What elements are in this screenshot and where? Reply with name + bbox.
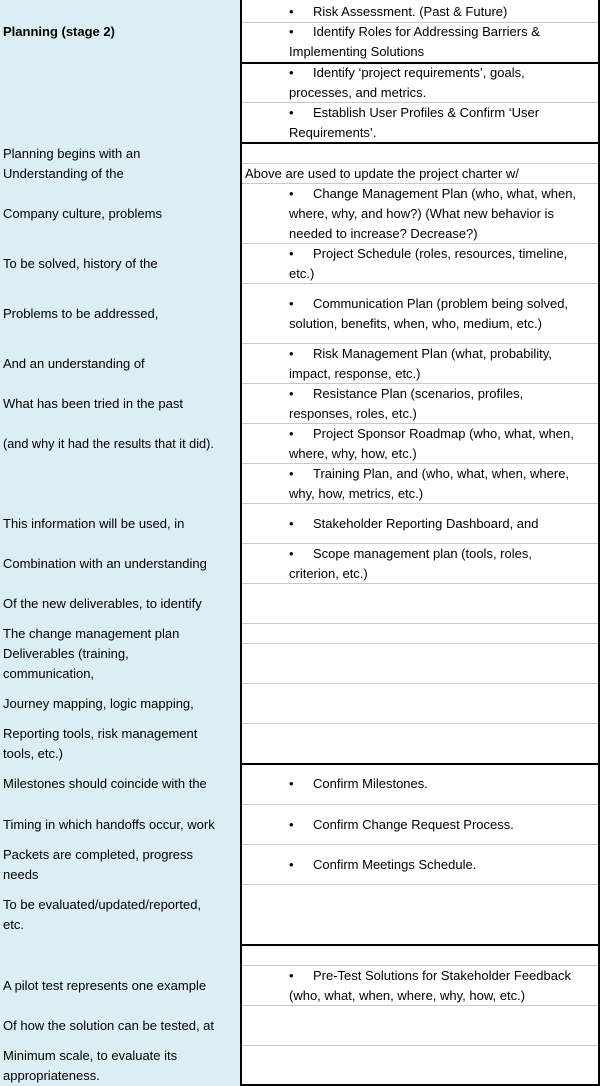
bullet-text: Communication Plan (problem being solved,	[313, 296, 569, 311]
section-divider	[241, 944, 600, 946]
left-line: Problems to be addressed,	[3, 306, 159, 321]
bullet-text: Resistance Plan (scenarios, profiles,	[313, 386, 524, 401]
bullet-text-cont: etc.)	[289, 266, 315, 281]
charter-note: Above are used to update the project charter w/	[245, 166, 519, 181]
left-line: tools, etc.)	[3, 746, 63, 761]
left-line: This information will be used, in	[3, 516, 185, 531]
left-line: To be evaluated/updated/reported,	[3, 897, 202, 912]
left-line: Journey mapping, logic mapping,	[3, 696, 194, 711]
left-line: etc.	[3, 917, 24, 932]
bullet-text-cont: where, why, how, etc.)	[289, 446, 417, 461]
bullet-text: Risk Management Plan (what, probability,	[313, 346, 552, 361]
bullet-item	[289, 855, 595, 875]
bullet-glyph: •	[289, 246, 294, 261]
bullet-item	[289, 544, 595, 584]
bullet-item	[289, 966, 595, 1006]
bullet-text: Change Management Plan (who, what, when,	[313, 186, 577, 201]
left-line: communication,	[3, 666, 95, 681]
bullet-text: Confirm Change Request Process.	[313, 817, 514, 832]
left-line: The change management plan	[3, 626, 180, 641]
bullet-text: Project Schedule (roles, resources, timeline,	[313, 246, 568, 261]
bullet-item	[289, 424, 595, 464]
bullet-item	[289, 103, 595, 143]
bullet-glyph: •	[289, 857, 294, 872]
bullet-text: Stakeholder Reporting Dashboard, and	[313, 516, 539, 531]
bullet-item	[289, 774, 595, 794]
row-divider	[241, 643, 600, 644]
bullet-item	[289, 815, 595, 835]
left-line: A pilot test represents one example	[3, 978, 207, 993]
bullet-item	[289, 244, 595, 284]
row-divider	[241, 1045, 600, 1046]
bullet-glyph: •	[289, 386, 294, 401]
left-line: Packets are completed, progress	[3, 847, 194, 862]
bullet-text-cont: Requirements’.	[289, 125, 377, 140]
bullet-item	[289, 514, 595, 534]
bullet-glyph: •	[289, 296, 294, 311]
left-line: Milestones should coincide with the	[3, 776, 207, 791]
left-line: appropriateness.	[3, 1068, 100, 1083]
left-line: Company culture, problems	[3, 206, 162, 221]
bullet-text-cont: impact, response, etc.)	[289, 366, 421, 381]
bullet-item	[289, 2, 595, 22]
left-line: Understanding of the	[3, 166, 124, 181]
left-line: Of how the solution can be tested, at	[3, 1018, 215, 1033]
row-divider	[241, 884, 600, 885]
left-line: needs	[3, 867, 39, 882]
bullet-glyph: •	[289, 516, 294, 531]
bullet-text-cont: criterion, etc.)	[289, 566, 368, 581]
bullet-glyph: •	[289, 186, 294, 201]
bullet-item	[289, 384, 595, 424]
bullet-text: Scope management plan (tools, roles,	[313, 546, 532, 561]
bullet-text: Identify ‘project requirements’, goals,	[313, 65, 525, 80]
bullet-glyph: •	[289, 4, 294, 19]
bullet-text: Training Plan, and (who, what, when, where,	[313, 466, 570, 481]
bullet-glyph: •	[289, 24, 294, 39]
bullet-text-cont: (who, what, when, where, why, how, etc.)	[289, 988, 526, 1003]
left-line: Planning begins with an	[3, 146, 141, 161]
column-border	[240, 0, 242, 1086]
bullet-glyph: •	[289, 346, 294, 361]
section-heading: Planning (stage 2)	[3, 24, 115, 39]
bullet-text: Confirm Meetings Schedule.	[313, 857, 477, 872]
bullet-glyph: •	[289, 466, 294, 481]
row-divider	[241, 623, 600, 624]
left-line: Combination with an understanding	[3, 556, 207, 571]
bullet-glyph: •	[289, 817, 294, 832]
section-divider	[241, 763, 600, 765]
bullet-item	[289, 63, 595, 103]
left-line: And an understanding of	[3, 356, 145, 371]
left-line: Minimum scale, to evaluate its	[3, 1048, 178, 1063]
bullet-glyph: •	[289, 426, 294, 441]
bullet-text: Risk Assessment. (Past & Future)	[313, 4, 508, 19]
bullet-text-cont: Implementing Solutions	[289, 44, 425, 59]
left-line: Reporting tools, risk management	[3, 726, 198, 741]
bullet-text-cont: solution, benefits, when, who, medium, etc.)	[289, 316, 542, 331]
bullet-glyph: •	[289, 546, 294, 561]
left-line: To be solved, history of the	[3, 256, 158, 271]
bullet-text: Establish User Profiles & Confirm ‘User	[313, 105, 540, 120]
bullet-text: Project Sponsor Roadmap (who, what, when,	[313, 426, 574, 441]
row-divider	[241, 683, 600, 684]
bullet-text-cont: why, how, metrics, etc.)	[289, 486, 424, 501]
bullet-text: Pre-Test Solutions for Stakeholder Feedback	[313, 968, 571, 983]
row-divider	[241, 804, 600, 805]
row-divider	[241, 723, 600, 724]
left-line: (and why it had the results that it did).	[3, 437, 214, 451]
bullet-item	[289, 22, 595, 62]
left-line: Deliverables (training,	[3, 646, 129, 661]
bullet-item	[289, 344, 595, 384]
bullet-item	[289, 464, 595, 504]
bullet-text: Confirm Milestones.	[313, 776, 428, 791]
row-divider	[241, 844, 600, 845]
bullet-glyph: •	[289, 776, 294, 791]
left-line: What has been tried in the past	[3, 396, 183, 411]
bullet-glyph: •	[289, 968, 294, 983]
bullet-text: Identify Roles for Addressing Barriers &	[313, 24, 540, 39]
bullet-item	[289, 184, 595, 244]
bullet-item	[289, 294, 595, 334]
bullet-glyph: •	[289, 65, 294, 80]
bullet-text-cont: responses, roles, etc.)	[289, 406, 417, 421]
bullet-text-cont: processes, and metrics.	[289, 85, 427, 100]
bullet-glyph: •	[289, 105, 294, 120]
left-line: Timing in which handoffs occur, work	[3, 817, 215, 832]
left-line: Of the new deliverables, to identify	[3, 596, 202, 611]
bullet-text-cont: where, why, and how?) (What new behavior is	[289, 206, 554, 221]
column-border	[598, 0, 600, 1086]
bullet-text-cont: needed to increase? Decrease?)	[289, 226, 478, 241]
